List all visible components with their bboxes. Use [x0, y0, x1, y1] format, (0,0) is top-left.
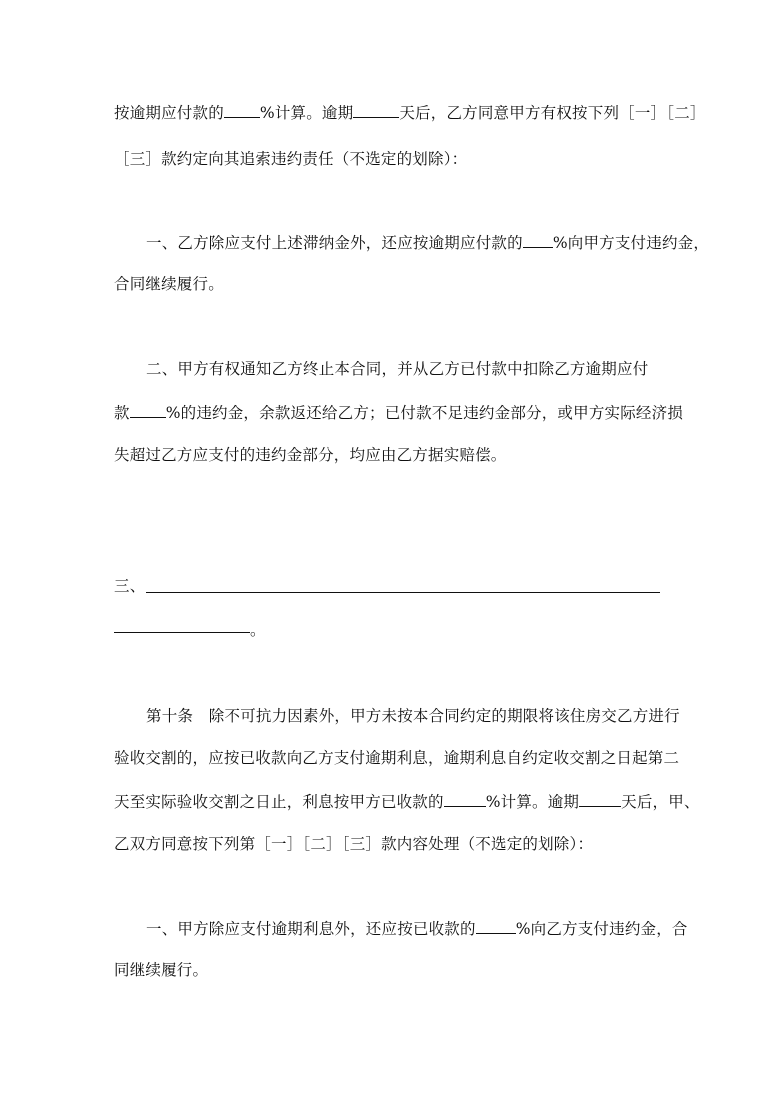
- text-segment: 按逾期应付款的: [114, 104, 224, 122]
- text-segment: 天至实际验收交割之日止，利息按甲方已收款的: [114, 793, 444, 811]
- text-segment: %计算。逾期: [259, 104, 354, 122]
- text-line-5: [146, 359, 662, 379]
- text-segment: 第十条 除不可抗力因素外，甲方未按本合同约定的期限将该住房交乙方进行: [146, 707, 680, 725]
- text-segment: %向乙方支付违约金，合: [515, 920, 688, 938]
- text-segment: 乙双方同意按下列第［一］［二］［三］款内容处理（不选定的划除）：: [114, 835, 594, 853]
- fill-blank: [353, 102, 399, 118]
- text-line-13: [114, 834, 662, 854]
- text-line-6: [114, 402, 684, 423]
- text-segment: 同继续履行。: [114, 961, 209, 979]
- text-segment: 一、乙方除应支付上述滞纳金外，还应按逾期应付款的: [146, 234, 523, 252]
- text-segment: 款: [114, 404, 130, 422]
- text-segment: 。: [250, 621, 266, 639]
- text-line-12: [114, 791, 700, 812]
- text-line-7: [114, 445, 662, 465]
- text-line-11: [114, 748, 680, 768]
- text-segment: 验收交割的，应按已收款向乙方支付逾期利息，逾期利息自约定收交割之日起第二: [114, 749, 680, 767]
- text-segment: 合同继续履行。: [114, 275, 224, 293]
- fill-blank: [130, 402, 166, 418]
- text-line-2: [114, 149, 662, 169]
- fill-blank: [444, 791, 486, 807]
- text-segment: 天后，乙方同意甲方有权按下列［一］［二］: [399, 104, 706, 122]
- fill-blank: [523, 232, 553, 248]
- text-segment: 天后，甲、: [621, 793, 700, 811]
- text-line-8: [114, 576, 662, 596]
- text-line-3: [146, 232, 710, 253]
- fill-blank: [579, 791, 621, 807]
- text-line-9: [250, 620, 280, 640]
- fill-blank: [476, 918, 516, 934]
- text-segment: %计算。逾期: [485, 793, 580, 811]
- fill-line: [146, 592, 660, 593]
- text-segment: 二、甲方有权通知乙方终止本合同，并从乙方已付款中扣除乙方逾期应付: [146, 360, 649, 378]
- text-segment: %向甲方支付违约金，: [552, 234, 710, 252]
- text-line-4: [114, 274, 662, 294]
- text-line-10: [146, 706, 680, 726]
- text-segment: 一、甲方除应支付逾期利息外，还应按已收款的: [146, 920, 476, 938]
- text-segment: 失超过乙方应支付的违约金部分，均应由乙方据实赔偿。: [114, 446, 507, 464]
- text-segment: %的违约金，余款返还给乙方；已付款不足违约金部分，或甲方实际经济损: [165, 404, 684, 422]
- fill-line: [114, 632, 250, 633]
- text-line-14: [146, 918, 688, 939]
- text-segment: 三、: [114, 577, 146, 595]
- fill-blank: [224, 102, 260, 118]
- text-line-15: [114, 960, 662, 980]
- text-line-1: [114, 102, 706, 123]
- text-segment: ［三］款约定向其追索违约责任（不选定的划除）：: [114, 150, 468, 168]
